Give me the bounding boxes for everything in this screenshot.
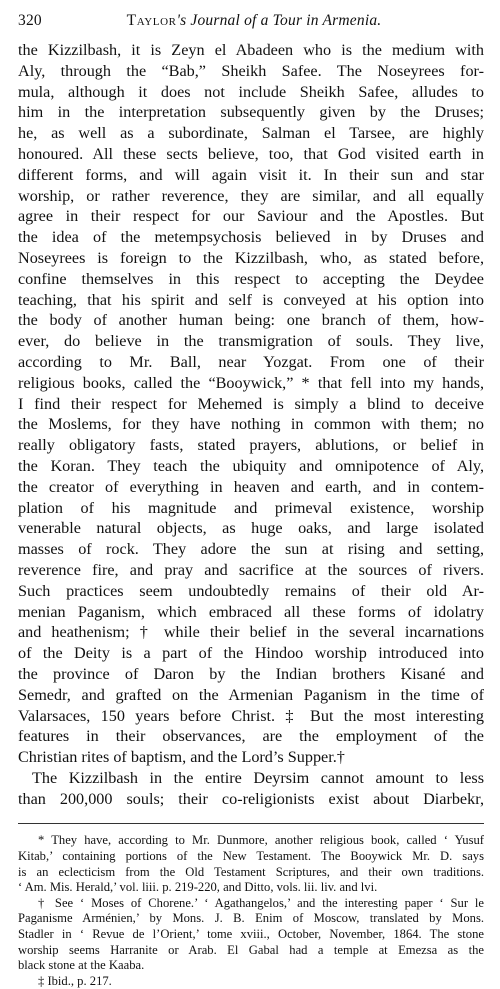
text-line: confine themselves in this respect to accepting the Deydee: [18, 269, 484, 288]
text-line: different forms, and will again visit it. In their sun and star: [18, 165, 484, 184]
footnote-line: Stadler in ‘ Revue de l’Orient,’ tome xviii., October, November, 1864. The stone: [18, 927, 484, 942]
text-line: agree in their respect for our Saviour and the Apostles. But: [18, 207, 484, 226]
text-line: Such practices seem undoubtedly remains of their old Ar-: [18, 581, 484, 600]
text-line: the Moslems, for they have nothing in common with them; no: [18, 415, 484, 434]
text-line: the creator of everything in heaven and earth, and in contem-: [18, 477, 484, 496]
text-line: the Kizzilbash, it is Zeyn el Abadeen who is the medium with: [18, 41, 484, 59]
footnote-line: is an eclecticism from the Old Testament Scriptures, and their own traditions.: [18, 864, 484, 879]
text-line: the Koran. They teach the ubiquity and omnipotence of Aly,: [18, 456, 484, 475]
text-line: worship, or rather reverence, they are similar, and all equally: [18, 186, 484, 205]
text-line: teaching, that his spirit and self is conveyed at his option into: [18, 290, 484, 309]
text-line: Noseyrees is foreign to the Kizzilbash, who, as stated before,: [18, 248, 484, 267]
text-line: Valarsaces, 150 years before Christ. ‡ But the most interesting: [18, 706, 484, 725]
footnote-line: † See ‘ Moses of Chorene.’ ‘ Agathangelos,’ and the interesting paper ‘ Sur le: [38, 895, 484, 910]
footnotes: [18, 833, 484, 989]
footnote-line: Paganisme Arménien,’ by Mons. J. B. Enim of Moscow, translated by Mons.: [18, 911, 484, 926]
text-line: masses of rock. They adore the sun at rising and setting,: [18, 540, 484, 559]
text-line: the body of another human being: one branch of them, how-: [18, 311, 484, 330]
text-line: menian Paganism, which embraced all these forms of idolatry: [18, 602, 484, 621]
text-line: he, as well as a subordinate, Salman el Tarsee, are highly: [18, 124, 484, 143]
text-line: and heathenism; † while their belief in the several incarnations: [18, 623, 484, 642]
text-line: Christian rites of baptism, and the Lord’s Supper.†: [18, 748, 345, 767]
running-title-author: Taylor: [126, 12, 177, 29]
running-header: [18, 12, 484, 34]
footnote-separator: [18, 823, 484, 824]
footnote-line: * They have, according to Mr. Dunmore, another religious book, called ‘ Yusuf: [38, 833, 484, 848]
footnote-line: worship seems Harranite or Arab. El Gabal had a temple at Emezsa as the: [18, 942, 484, 957]
text-line: really obligatory fasts, stated prayers, ablutions, or belief in: [18, 436, 484, 455]
main-text: [18, 40, 484, 809]
text-line: reverence fire, and pray and sacrifice at the sources of rivers.: [18, 560, 484, 579]
text-line: Semedr, and grafted on the Armenian Paganism in the time of: [18, 685, 484, 704]
text-line: venerable natural objects, as huge oaks, and large isolated: [18, 519, 484, 538]
footnote-line: ‘ Am. Mis. Herald,’ vol. liii. p. 219-220, and Ditto, vols. lii. liv. and lvi.: [18, 880, 378, 895]
text-line: ever, do believe in the transmigration of souls. They live,: [18, 332, 484, 351]
text-line: plation of his magnitude and primeval existence, worship: [18, 498, 484, 517]
text-line: I find their respect for Mehemed is simply a blind to deceive: [18, 394, 484, 413]
text-line: him in the interpretation subsequently given by the Druses;: [18, 103, 484, 122]
text-line: of the Deity is a part of the Hindoo worship introduced into: [18, 644, 484, 663]
footnote-line: ‡ Ibid., p. 217.: [38, 973, 112, 988]
running-title: [58, 12, 484, 30]
text-line: Aly, through the “Bab,” Sheikh Safee. The Noseyrees for-: [18, 61, 484, 80]
text-line: according to Mr. Ball, near Yozgat. From one of their: [18, 352, 484, 371]
text-line: the idea of the metempsychosis believed in by Druses and: [18, 228, 484, 247]
footnote-line: black stone at the Kaaba.: [18, 958, 145, 973]
text-line: the province of Daron by the Indian brothers Kisané and: [18, 664, 484, 683]
footnote-line: Kitab,’ containing portions of the New Testament. The Booywick Mr. D. says: [18, 849, 484, 864]
text-line: features in their observances, are the employment of the: [18, 727, 484, 746]
running-title-rest: 's Journal of a Tour in Armenia.: [176, 12, 382, 29]
text-line: than 200,000 souls; their co-religionists exist about Diarbekr,: [18, 789, 484, 808]
page-number: 320: [18, 12, 42, 29]
text-line: The Kizzilbash in the entire Deyrsim cannot amount to less: [32, 768, 484, 787]
text-line: honoured. All these sects believe, too, that God visited earth in: [18, 144, 484, 163]
text-line: religious books, called the “Booywick,” * that fell into my hands,: [18, 373, 484, 392]
book-page: [18, 12, 484, 989]
text-line: mula, although it does not include Sheikh Safee, alludes to: [18, 82, 484, 101]
